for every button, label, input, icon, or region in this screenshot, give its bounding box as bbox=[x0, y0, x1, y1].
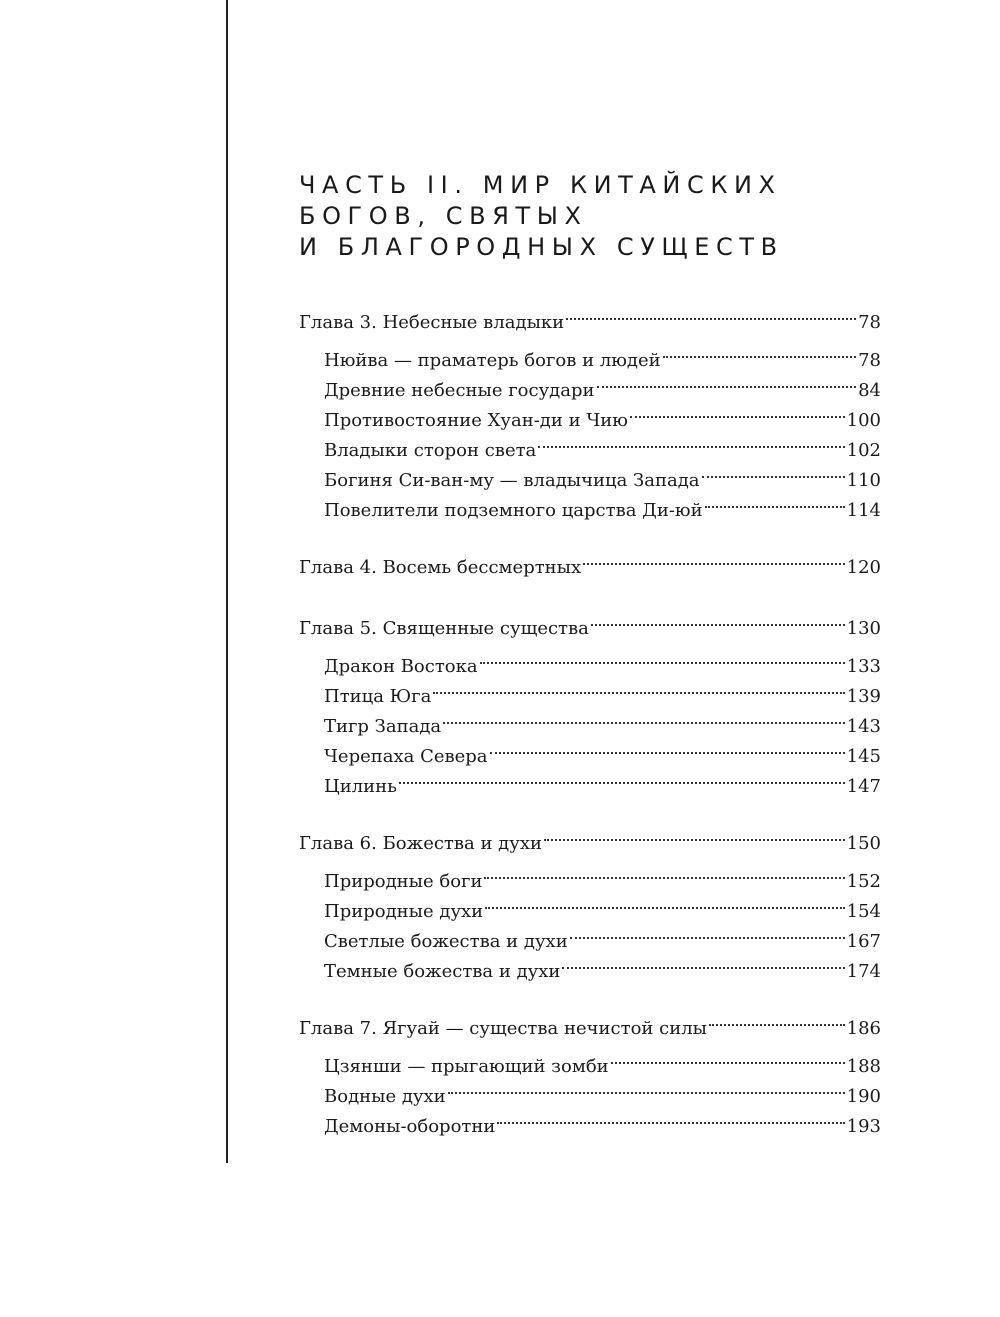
toc-page-number: 186 bbox=[846, 1018, 881, 1039]
toc-chapter-title: Глава 4. Восемь бессмертных bbox=[299, 557, 582, 578]
toc-chapter bbox=[299, 604, 881, 797]
toc-entry-title: Демоны-оборотни bbox=[324, 1116, 496, 1137]
dot-leader bbox=[433, 672, 844, 702]
toc-entry[interactable] bbox=[299, 642, 881, 677]
dot-leader bbox=[583, 543, 844, 573]
dot-leader bbox=[497, 1102, 844, 1132]
toc-entry-title: Водные духи bbox=[324, 1086, 446, 1107]
dot-leader bbox=[702, 456, 845, 486]
part-title-line: БОГОВ, СВЯТЫХ bbox=[299, 202, 588, 230]
toc-page-number: 154 bbox=[846, 901, 881, 922]
toc-page-number: 174 bbox=[846, 961, 881, 982]
toc-page-number: 78 bbox=[858, 312, 881, 333]
toc-page-number: 100 bbox=[846, 410, 881, 431]
margin-rule bbox=[226, 0, 228, 1163]
dot-leader bbox=[709, 1004, 845, 1034]
dot-leader bbox=[544, 819, 845, 849]
toc-entry-title: Природные боги bbox=[324, 871, 483, 892]
toc-entry-title: Тигр Запада bbox=[324, 716, 442, 737]
dot-leader bbox=[630, 396, 845, 426]
toc-entry-title: Природные духи bbox=[324, 901, 484, 922]
dot-leader bbox=[597, 366, 857, 396]
dot-leader bbox=[570, 917, 845, 947]
toc-chapter-title: Глава 6. Божества и духи bbox=[299, 833, 543, 854]
toc-page-number: 147 bbox=[846, 776, 881, 797]
toc-entry-title: Древние небесные государи bbox=[324, 380, 595, 401]
toc-page-number: 190 bbox=[846, 1086, 881, 1107]
toc-chapter-entry[interactable] bbox=[299, 604, 881, 638]
toc-entry[interactable] bbox=[299, 336, 881, 371]
dot-leader bbox=[448, 1072, 845, 1102]
dot-leader bbox=[591, 604, 845, 634]
part-title-line: ЧАСТЬ II. МИР КИТАЙСКИХ bbox=[299, 171, 782, 199]
dot-leader bbox=[484, 857, 844, 887]
toc-entry-title: Темные божества и духи bbox=[324, 961, 561, 982]
toc-chapter bbox=[299, 1004, 881, 1137]
toc-page-number: 102 bbox=[846, 440, 881, 461]
dot-leader bbox=[562, 947, 844, 977]
toc-entry-title: Противостояние Хуан-ди и Чию bbox=[324, 410, 628, 431]
toc-chapter bbox=[299, 819, 881, 982]
dot-leader bbox=[399, 762, 845, 792]
toc-chapter-entry[interactable] bbox=[299, 298, 881, 332]
toc-page-number: 143 bbox=[846, 716, 881, 737]
table-of-contents bbox=[299, 298, 881, 1159]
toc-entry-title: Птица Юга bbox=[324, 686, 432, 707]
toc-page-number: 78 bbox=[858, 350, 881, 371]
toc-page-number: 130 bbox=[846, 618, 881, 639]
toc-entry-title: Богиня Си-ван-му — владычица Запада bbox=[324, 470, 700, 491]
dot-leader bbox=[485, 887, 844, 917]
toc-entry-title: Черепаха Севера bbox=[324, 746, 488, 767]
toc-page-number: 84 bbox=[858, 380, 881, 401]
toc-entry-title: Дракон Востока bbox=[324, 656, 478, 677]
toc-entry-title: Цилинь bbox=[324, 776, 397, 797]
toc-page-number: 120 bbox=[846, 557, 881, 578]
toc-entry-title: Цзянши — прыгающий зомби bbox=[324, 1056, 609, 1077]
part-title-line: И БЛАГОРОДНЫХ СУЩЕСТВ bbox=[299, 233, 784, 261]
toc-chapter-entry[interactable] bbox=[299, 543, 881, 577]
toc-chapter bbox=[299, 298, 881, 521]
toc-page-number: 110 bbox=[846, 470, 881, 491]
toc-page-number: 152 bbox=[846, 871, 881, 892]
toc-chapter bbox=[299, 543, 881, 577]
dot-leader bbox=[705, 486, 845, 516]
dot-leader bbox=[538, 426, 844, 456]
toc-entry-title: Повелители подземного царства Ди-юй bbox=[324, 500, 703, 521]
toc-page-number: 188 bbox=[846, 1056, 881, 1077]
toc-chapter-entry[interactable] bbox=[299, 819, 881, 853]
dot-leader bbox=[480, 642, 845, 672]
toc-chapter-title: Глава 7. Ягуай — существа нечистой силы bbox=[299, 1018, 707, 1039]
dot-leader bbox=[566, 298, 856, 328]
toc-entry[interactable] bbox=[299, 857, 881, 892]
dot-leader bbox=[443, 702, 844, 732]
dot-leader bbox=[611, 1042, 845, 1072]
toc-page-number: 133 bbox=[846, 656, 881, 677]
toc-entry[interactable] bbox=[299, 1042, 881, 1077]
dot-leader bbox=[663, 336, 856, 366]
toc-entry-title: Нюйва — праматерь богов и людей bbox=[324, 350, 661, 371]
toc-page-number: 139 bbox=[846, 686, 881, 707]
toc-page-number: 167 bbox=[846, 931, 881, 952]
toc-chapter-title: Глава 3. Небесные владыки bbox=[299, 312, 565, 333]
toc-page-number: 114 bbox=[846, 500, 881, 521]
toc-chapter-title: Глава 5. Священные существа bbox=[299, 618, 589, 639]
toc-entry-title: Светлые божества и духи bbox=[324, 931, 568, 952]
toc-entry-title: Владыки сторон света bbox=[324, 440, 537, 461]
toc-page-number: 150 bbox=[846, 833, 881, 854]
part-title bbox=[299, 170, 899, 263]
toc-page-number: 193 bbox=[846, 1116, 881, 1137]
toc-chapter-entry[interactable] bbox=[299, 1004, 881, 1038]
dot-leader bbox=[490, 732, 845, 762]
toc-page-number: 145 bbox=[846, 746, 881, 767]
